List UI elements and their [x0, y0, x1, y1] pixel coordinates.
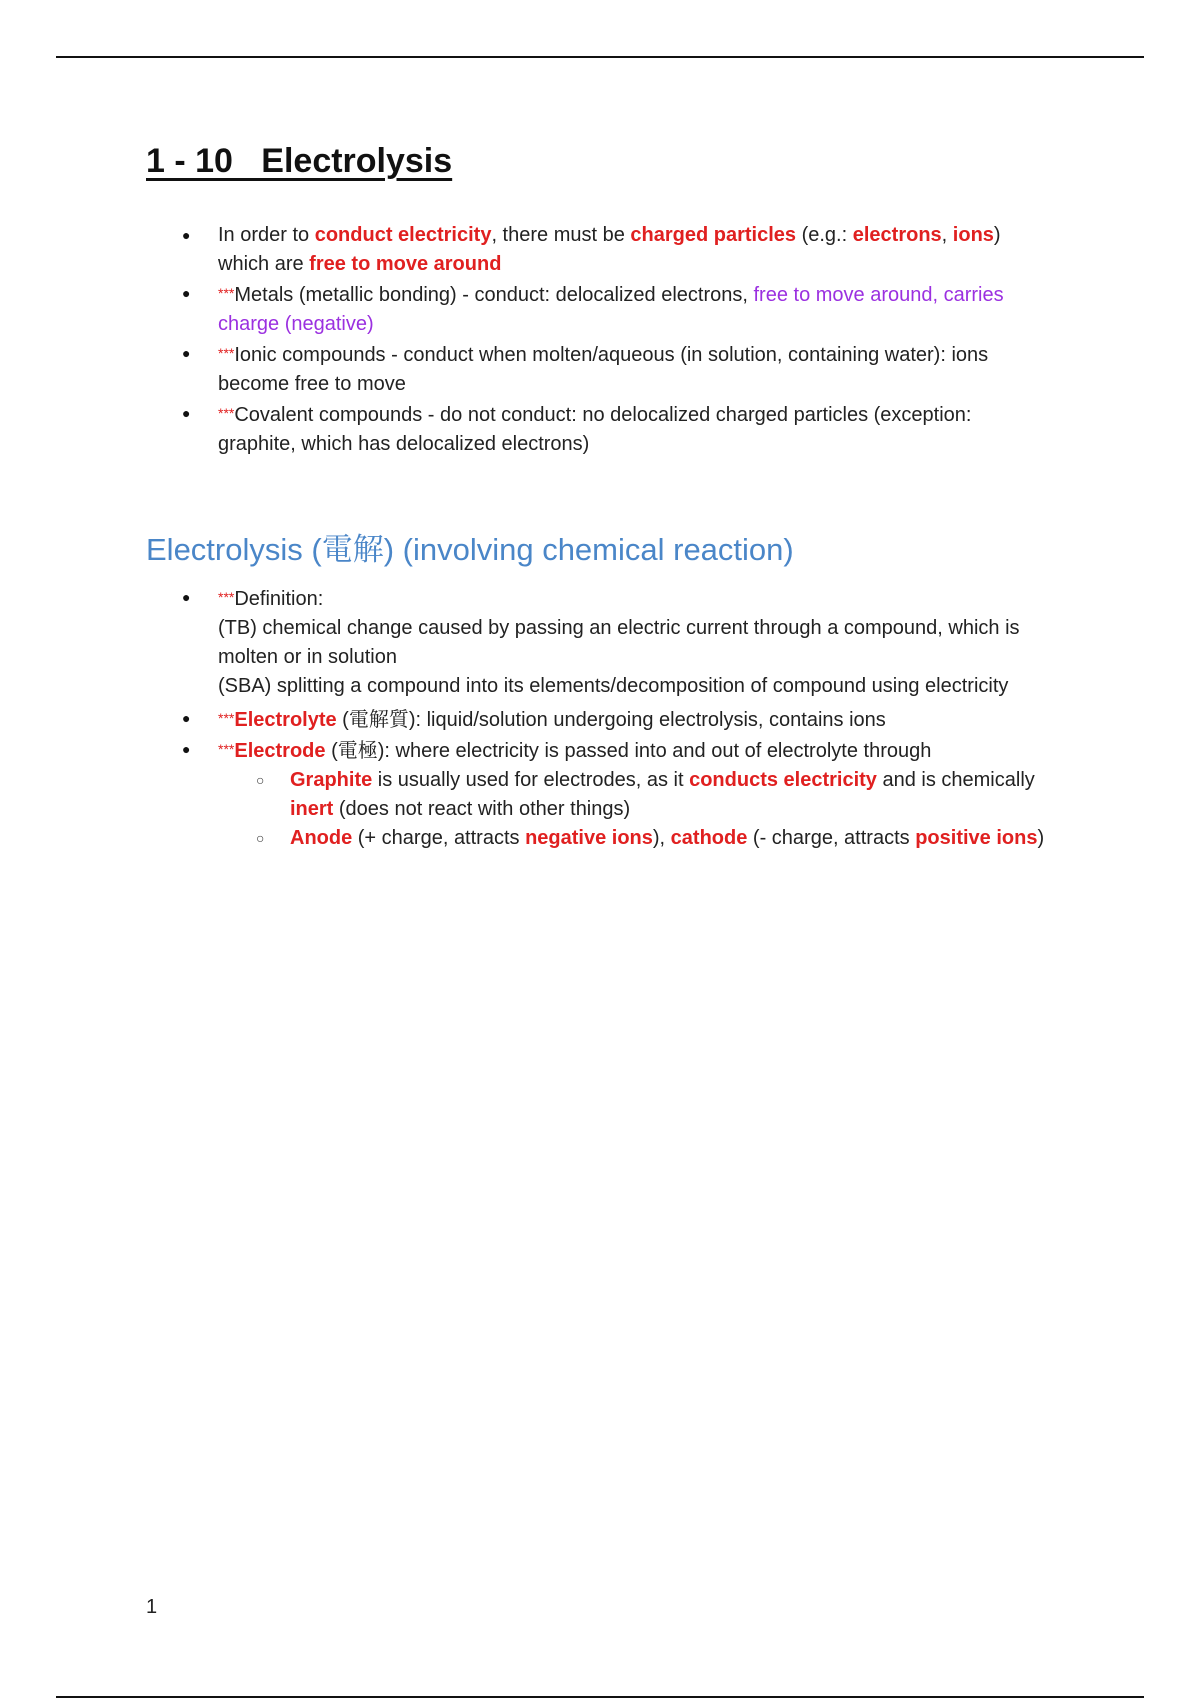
- highlight-term: positive ions: [915, 827, 1038, 849]
- text: , there must be: [491, 224, 631, 246]
- text: (電解質): liquid/solution undergoing electrolysis, contains ions: [336, 709, 886, 731]
- text: and is chemically: [876, 769, 1035, 791]
- text: ),: [652, 827, 671, 849]
- text: (- charge, attracts: [747, 827, 916, 849]
- text: (+ charge, attracts: [352, 827, 526, 849]
- highlight-term: electrons: [852, 224, 942, 246]
- text: (does not react with other things): [333, 798, 631, 820]
- text: Metals (metallic bonding) - conduct: delocalized electrons,: [234, 284, 754, 306]
- text: Definition:: [234, 588, 324, 610]
- list-item: [146, 583, 1046, 701]
- top-rule: [56, 56, 1144, 58]
- text: Covalent compounds - do not conduct: no delocalized charged particles (exception: graphite, which has delocalized electrons): [218, 404, 972, 455]
- list-item: [146, 221, 1046, 279]
- definition-sba: (SBA) splitting a compound into its elements/decomposition of compound using electricity: [218, 675, 1009, 697]
- importance-marker: ***: [218, 285, 235, 301]
- text: Ionic compounds - conduct when molten/aqueous (in solution, containing water): ions become free to move: [218, 344, 989, 395]
- sub-list-item: [218, 766, 1046, 824]
- importance-marker: ***: [218, 741, 235, 757]
- highlight-term: negative ions: [525, 827, 653, 849]
- highlight-term: Graphite: [290, 769, 373, 791]
- highlight-phrase: free to move around, carries charge (negative): [218, 284, 1004, 335]
- section-heading: Electrolysis (電解) (involving chemical reaction): [146, 532, 794, 567]
- highlight-term: conducts electricity: [689, 769, 877, 791]
- text: ) which are: [218, 224, 1001, 275]
- highlight-term: free to move around: [309, 253, 502, 275]
- highlight-term: charged particles: [630, 224, 797, 246]
- highlight-term: cathode: [670, 827, 748, 849]
- importance-marker: ***: [218, 710, 235, 726]
- importance-marker: ***: [218, 345, 235, 361]
- text: ): [1037, 827, 1045, 849]
- list-item: [146, 399, 1046, 459]
- intro-bullet-list: [146, 221, 1046, 459]
- list-item: [146, 704, 1046, 735]
- text: (e.g.:: [796, 224, 853, 246]
- highlight-term: Electrolyte: [234, 709, 337, 731]
- highlight-term: inert: [290, 798, 334, 820]
- definition-tb: (TB) chemical change caused by passing an electric current through a compound, which is molten or in solution: [218, 617, 1020, 668]
- importance-marker: ***: [218, 589, 235, 605]
- highlight-term: Anode: [290, 827, 353, 849]
- importance-marker: ***: [218, 405, 235, 421]
- page-number: 1: [146, 1596, 158, 1618]
- sub-list-item: [218, 824, 1046, 853]
- text: In order to: [218, 224, 315, 246]
- sub-bullet-list: [218, 766, 1046, 853]
- text: ,: [941, 224, 953, 246]
- highlight-term: Electrode: [234, 740, 326, 762]
- highlight-term: ions: [952, 224, 994, 246]
- electrolysis-bullet-list: [146, 583, 1046, 853]
- bottom-rule: [56, 1696, 1144, 1698]
- list-item: [146, 735, 1046, 853]
- list-item: [146, 339, 1046, 399]
- text: (電極): where electricity is passed into and out of electrolyte through: [325, 740, 932, 762]
- page-title: 1 - 10 Electrolysis: [146, 142, 453, 180]
- text: is usually used for electrodes, as it: [372, 769, 690, 791]
- list-item: [146, 279, 1046, 339]
- highlight-term: conduct electricity: [314, 224, 492, 246]
